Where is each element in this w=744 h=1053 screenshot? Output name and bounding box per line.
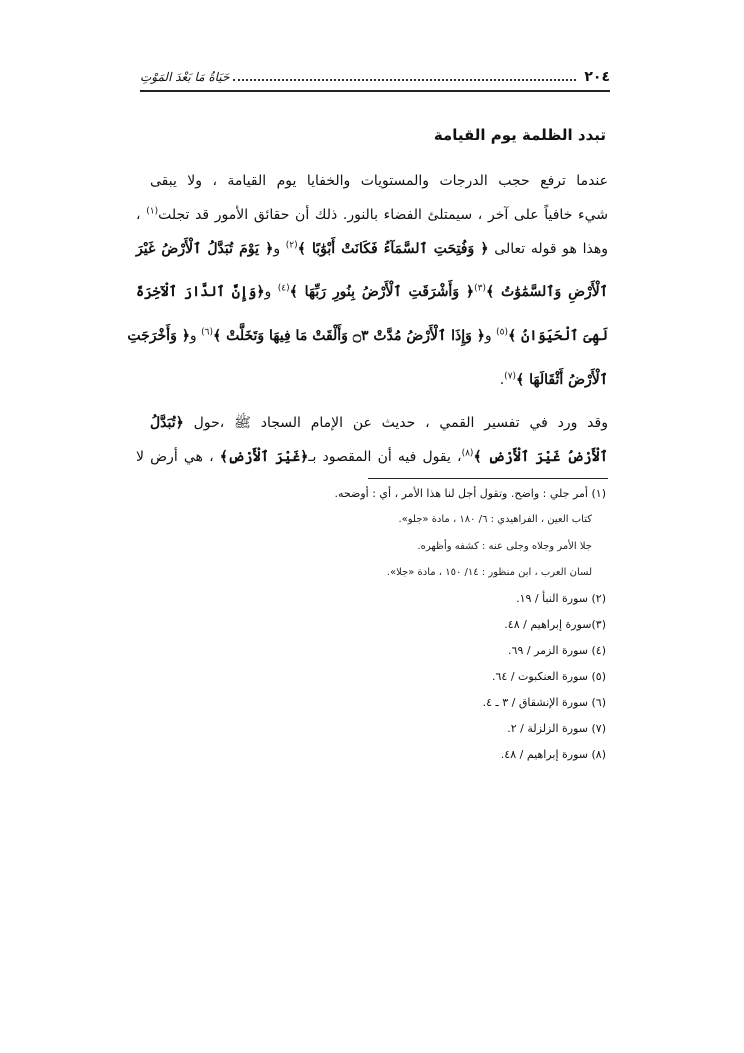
text-run: وقد ورد في تفسير القمي ، حديث عن الإمام السجاد ﷺ ،حول (183, 415, 608, 431)
paragraph-2-line-1 (150, 409, 608, 437)
text-run: ، هي أرض لا (136, 449, 220, 465)
footnote-ref: (٤) (277, 283, 290, 294)
footnote-ref: (٣) (474, 283, 486, 294)
book-title: حَيَاةُ مَا بَعْدَ المَوْتِ (140, 70, 230, 84)
quran-verse: ﴿ يَوْمَ تُبَدَّلُ ٱلْأَرْضُ غَيْرَ (136, 241, 274, 257)
footnote-1: (١) أمر جلي : واضح. وتقول أجل لنا هذا الأمر ، أي : أوضحه. (334, 487, 606, 500)
running-header (140, 64, 610, 92)
text-run: وهذا هو قوله تعالى (488, 241, 608, 257)
text-run: . (499, 372, 505, 388)
text-run: ، (136, 207, 147, 223)
text-run: ، يقول فيه أن المقصود بـ (308, 449, 462, 465)
footnote-ref: (٢) (285, 240, 298, 251)
quran-verse: ٱلْأَرْضُ أَثْقَالَهَا ﴾ (516, 372, 608, 388)
quran-verse: ٱلْأَرْضِ وَٱلسَّمَٰوَٰتُ ﴾ (486, 284, 608, 300)
paragraph-2-line-2 (136, 443, 608, 471)
footnote-separator (368, 478, 608, 479)
footnote-2: (٢) سورة النبأ / ١٩. (516, 592, 606, 605)
paragraph-1-line-5 (127, 322, 608, 350)
text-run: شيء خافياً على آخر ، سيمتلئ الفضاء بالنور. ذلك أن حقائق الأمور قد تجلت (158, 207, 608, 223)
footnote-ref: (٦) (201, 327, 214, 338)
footnote-1-source-1: كتاب العين ، الفراهيدي : ٦/ ١٨٠ ، مادة «جلو». (398, 514, 592, 525)
text-run: و (484, 328, 497, 344)
footnote-ref: (٧) (504, 371, 517, 382)
footnote-1-definition: جلا الأمر وجلاه وجلى عنه : كشفه وأظهره. (417, 541, 592, 552)
footnote-4: (٤) سورة الزمر / ٦٩. (508, 644, 606, 657)
quran-verse: ٱلْأَرْضُ غَيْرَ ٱلْأَرْضِ ﴾ (473, 449, 609, 465)
footnote-5: (٥) سورة العنكبوت / ٦٤. (492, 670, 606, 683)
footnote-ref: (٨) (461, 448, 474, 459)
quran-verse: ﴿ وَأَخْرَجَتِ (127, 328, 190, 344)
quran-verse: ﴿غَيْرَ ٱلْأَرْضِ﴾ (219, 449, 309, 465)
quran-verse: ﴿تُبَدَّلُ (150, 415, 184, 431)
footnote-1-source-2: لسان العرب ، ابن منظور : ١٤/ ١٥٠ ، مادة «جلا». (386, 567, 592, 578)
footnote-8: (٨) سورة إبراهيم / ٤٨. (500, 748, 606, 761)
quran-verse: ﴿ وَإِذَا ٱلْأَرْضُ مُدَّتْ ۝٣ وَأَلْقَتْ مَا فِيهَا وَتَخَلَّتْ ﴾ (213, 328, 485, 344)
footnote-ref: (١) (146, 206, 159, 217)
footnote-ref: (٥) (496, 327, 509, 338)
quran-verse: ﴿ وَفُتِحَتِ ٱلسَّمَآءُ فَكَانَتْ أَبْوَٰبًا ﴾ (297, 241, 489, 257)
text-run: و (264, 284, 278, 300)
paragraph-1-line-6 (136, 366, 608, 394)
footnote-7: (٧) سورة الزلزلة / ٢. (507, 722, 606, 735)
paragraph-1-line-1 (150, 167, 608, 195)
header-dot-leader (233, 79, 576, 81)
text-run: عندما ترفع حجب الدرجات والمستويات والخفايا يوم القيامة ، ولا يبقى (150, 173, 608, 189)
quran-verse: ﴿وَإِنَّ ٱلدَّارَ ٱلْآخِرَةَ (136, 284, 265, 300)
paragraph-1-line-4 (136, 278, 608, 306)
quran-verse: ﴿ وَأَشْرَقَتِ ٱلْأَرْضُ بِنُورِ رَبِّهَا ﴾ (289, 284, 475, 300)
paragraph-1-line-2 (136, 201, 608, 229)
footnote-3: (٣)سورة إبراهيم / ٤٨. (504, 618, 606, 631)
page-number: ٢٠٤ (584, 69, 610, 85)
text-run: و (189, 328, 202, 344)
section-title: تبدد الظلمة يوم القيامة (433, 126, 606, 144)
paragraph-1-line-3 (136, 235, 608, 263)
quran-verse: لَهِىَ ٱلْحَيَوَانُ ﴾ (508, 328, 608, 344)
text-run: و (273, 241, 286, 257)
footnote-6: (٦) سورة الإنشقاق / ٣ ـ ٤. (482, 696, 606, 709)
